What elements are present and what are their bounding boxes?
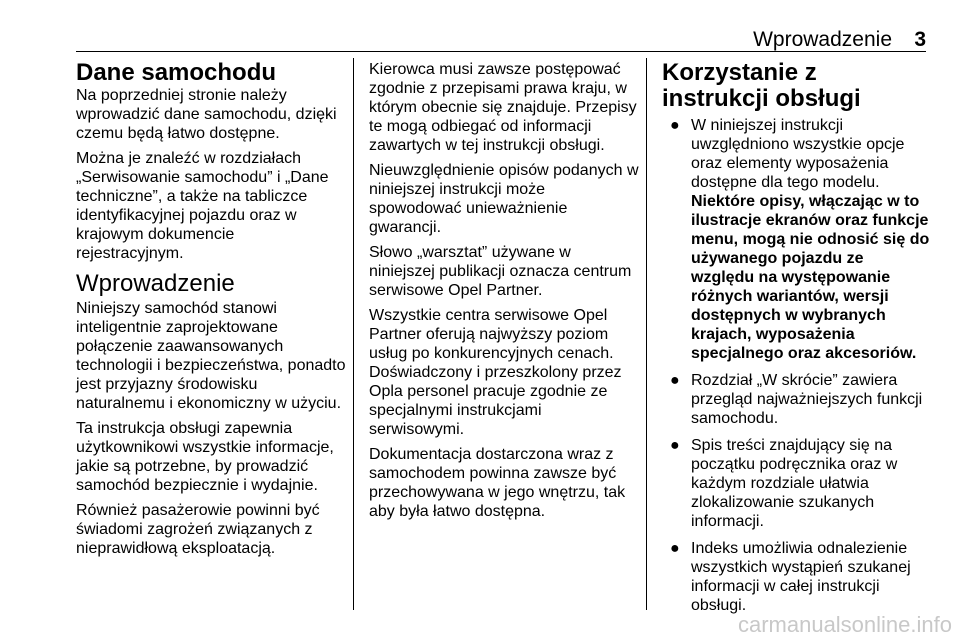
column-3 bbox=[662, 60, 930, 623]
list-item bbox=[662, 371, 930, 428]
bullet-icon: ● bbox=[670, 540, 680, 557]
paragraph: Kierowca musi zawsze postępować zgodnie z przepisami prawa kraju, w którym obecnie się znajduje. Przepisy te mogą odbiegać od informacji zawartych w tej instrukcji obsługi. bbox=[369, 61, 637, 154]
paragraph: Słowo „warsztat” używane w niniejszej publikacji oznacza centrum serwisowe Opel Partner. bbox=[369, 244, 632, 299]
list-item-bold-note: Niektóre opisy, włączając w to ilustracje ekranów oraz funkcje menu, mogą nie odnosić się do używanego pojazdu ze względu na występowanie różnych wariantów, wersji dostępnych w wybranych krajach, wyposażenia specjalnego oraz akcesoriów. bbox=[691, 193, 930, 362]
column-2 bbox=[369, 60, 639, 527]
watermark: carmanualsonline.info bbox=[737, 612, 952, 637]
page-header bbox=[76, 28, 926, 50]
list-item-text: Rozdział „W skrócie” zawiera przegląd najważniejszych funkcji samochodu. bbox=[691, 372, 923, 427]
list-item bbox=[662, 539, 930, 615]
column-1 bbox=[76, 60, 346, 564]
list-item-text: Indeks umożliwia odnalezienie wszystkich wystąpień szukanej informacji w całej instrukcji obsługi. bbox=[691, 540, 911, 614]
paragraph: Również pasażerowie powinni być świadomi zagrożeń związanych z nieprawidłową eksploatacją. bbox=[76, 502, 320, 557]
paragraph: Wszystkie centra serwisowe Opel Partner oferują najwyższy poziom usług po konkurencyjnych cenach. Doświadczony i przeszkolony przez Opla personel pracuje zgodnie ze specjalnymi instrukcjami serwisowymi. bbox=[369, 307, 622, 438]
paragraph: Niniejszy samochód stanowi inteligentnie zaprojektowane połączenie zaawansowanych technologii i bezpieczeństwa, ponadto jest przyjazny środowisku naturalnemu i ekonomiczny w użyciu. bbox=[76, 300, 346, 412]
paragraph: Nieuwzględnienie opisów podanych w niniejszej instrukcji może spowodować unieważnienie gwarancji. bbox=[369, 162, 639, 236]
list-item bbox=[662, 436, 930, 531]
paragraph: Na poprzedniej stronie należy wprowadzić dane samochodu, dzięki czemu będą łatwo dostępne. bbox=[76, 87, 337, 142]
section-title-wprowadzenie: Wprowadzenie bbox=[76, 270, 235, 297]
section-title-korzystanie: Korzystanie z instrukcji obsługi bbox=[662, 59, 861, 112]
page-number: 3 bbox=[914, 28, 926, 51]
list-item bbox=[662, 116, 930, 363]
header-rule bbox=[76, 51, 926, 52]
list-item-text: W niniejszej instrukcji uwzględniono wszystkie opcje oraz elementy wyposażenia dostępne dla tego modelu. bbox=[691, 117, 905, 191]
paragraph: Ta instrukcja obsługi zapewnia użytkownikowi wszystkie informacje, jakie są potrzebne, by prowadzić samochód bezpiecznie i wydajnie. bbox=[76, 420, 334, 494]
list-item-text: Spis treści znajdujący się na początku podręcznika oraz w każdym rozdziale ułatwia zlokalizowanie szukanych informacji. bbox=[691, 437, 898, 530]
section-title-dane-samochodu: Dane samochodu bbox=[76, 59, 277, 86]
column-divider-1 bbox=[353, 58, 354, 610]
column-divider-2 bbox=[646, 58, 647, 610]
bullet-icon: ● bbox=[670, 372, 680, 389]
paragraph: Dokumentacja dostarczona wraz z samochodem powinna zawsze być przechowywana w jego wnętrzu, tak aby była łatwo dostępna. bbox=[369, 446, 626, 520]
bullet-list bbox=[662, 116, 930, 615]
bullet-icon: ● bbox=[670, 437, 680, 454]
running-title: Wprowadzenie bbox=[753, 28, 892, 51]
bullet-icon: ● bbox=[670, 117, 680, 134]
paragraph: Można je znaleźć w rozdziałach „Serwisowanie samochodu” i „Dane techniczne”, a także na tabliczce identyfikacyjnej pojazdu oraz w krajowym dokumencie rejestracyjnym. bbox=[76, 150, 329, 262]
